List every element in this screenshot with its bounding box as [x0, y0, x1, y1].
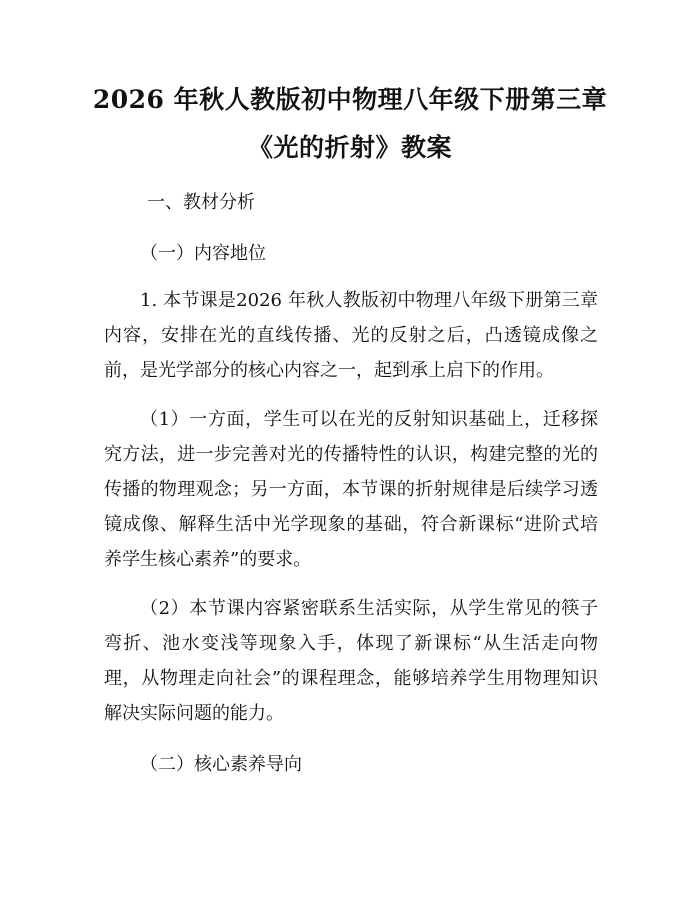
body-paragraph-1: 1. 本节课是2026 年秋人教版初中物理八年级下册第三章内容，安排在光的直线传播、光的反射之后，凸透镜成像之前，是光学部分的核心内容之一，起到承上启下的作用。	[104, 290, 598, 381]
document-title-line-2: 《光的折射》教案	[247, 133, 452, 162]
subsection-heading-core-literacy: （二）核心素养导向	[140, 754, 302, 775]
body-paragraph-2: （1）一方面，学生可以在光的反射知识基础上，迁移探究方法，进一步完善对光的传播特性的认识，构建完整的光的传播的物理观念；另一方面，本节课的折射规律是后续学习透镜成像、解释生活中光学现象的基础，符合新课标“进阶式培养学生核心素养”的要求。	[104, 409, 598, 570]
section-heading-textbook-analysis: 一、教材分析	[147, 192, 255, 213]
document-title-line-1: 2026 年秋人教版初中物理八年级下册第三章	[92, 85, 608, 114]
body-paragraph-3: （2）本节课内容紧密联系生活实际，从学生常见的筷子弯折、池水变浅等现象入手，体现了新课标“从生活走向物理，从物理走向社会”的课程理念，能够培养学生用物理知识解决实际问题的能力。	[104, 598, 598, 724]
subsection-heading-content-position: （一）内容地位	[140, 243, 266, 264]
